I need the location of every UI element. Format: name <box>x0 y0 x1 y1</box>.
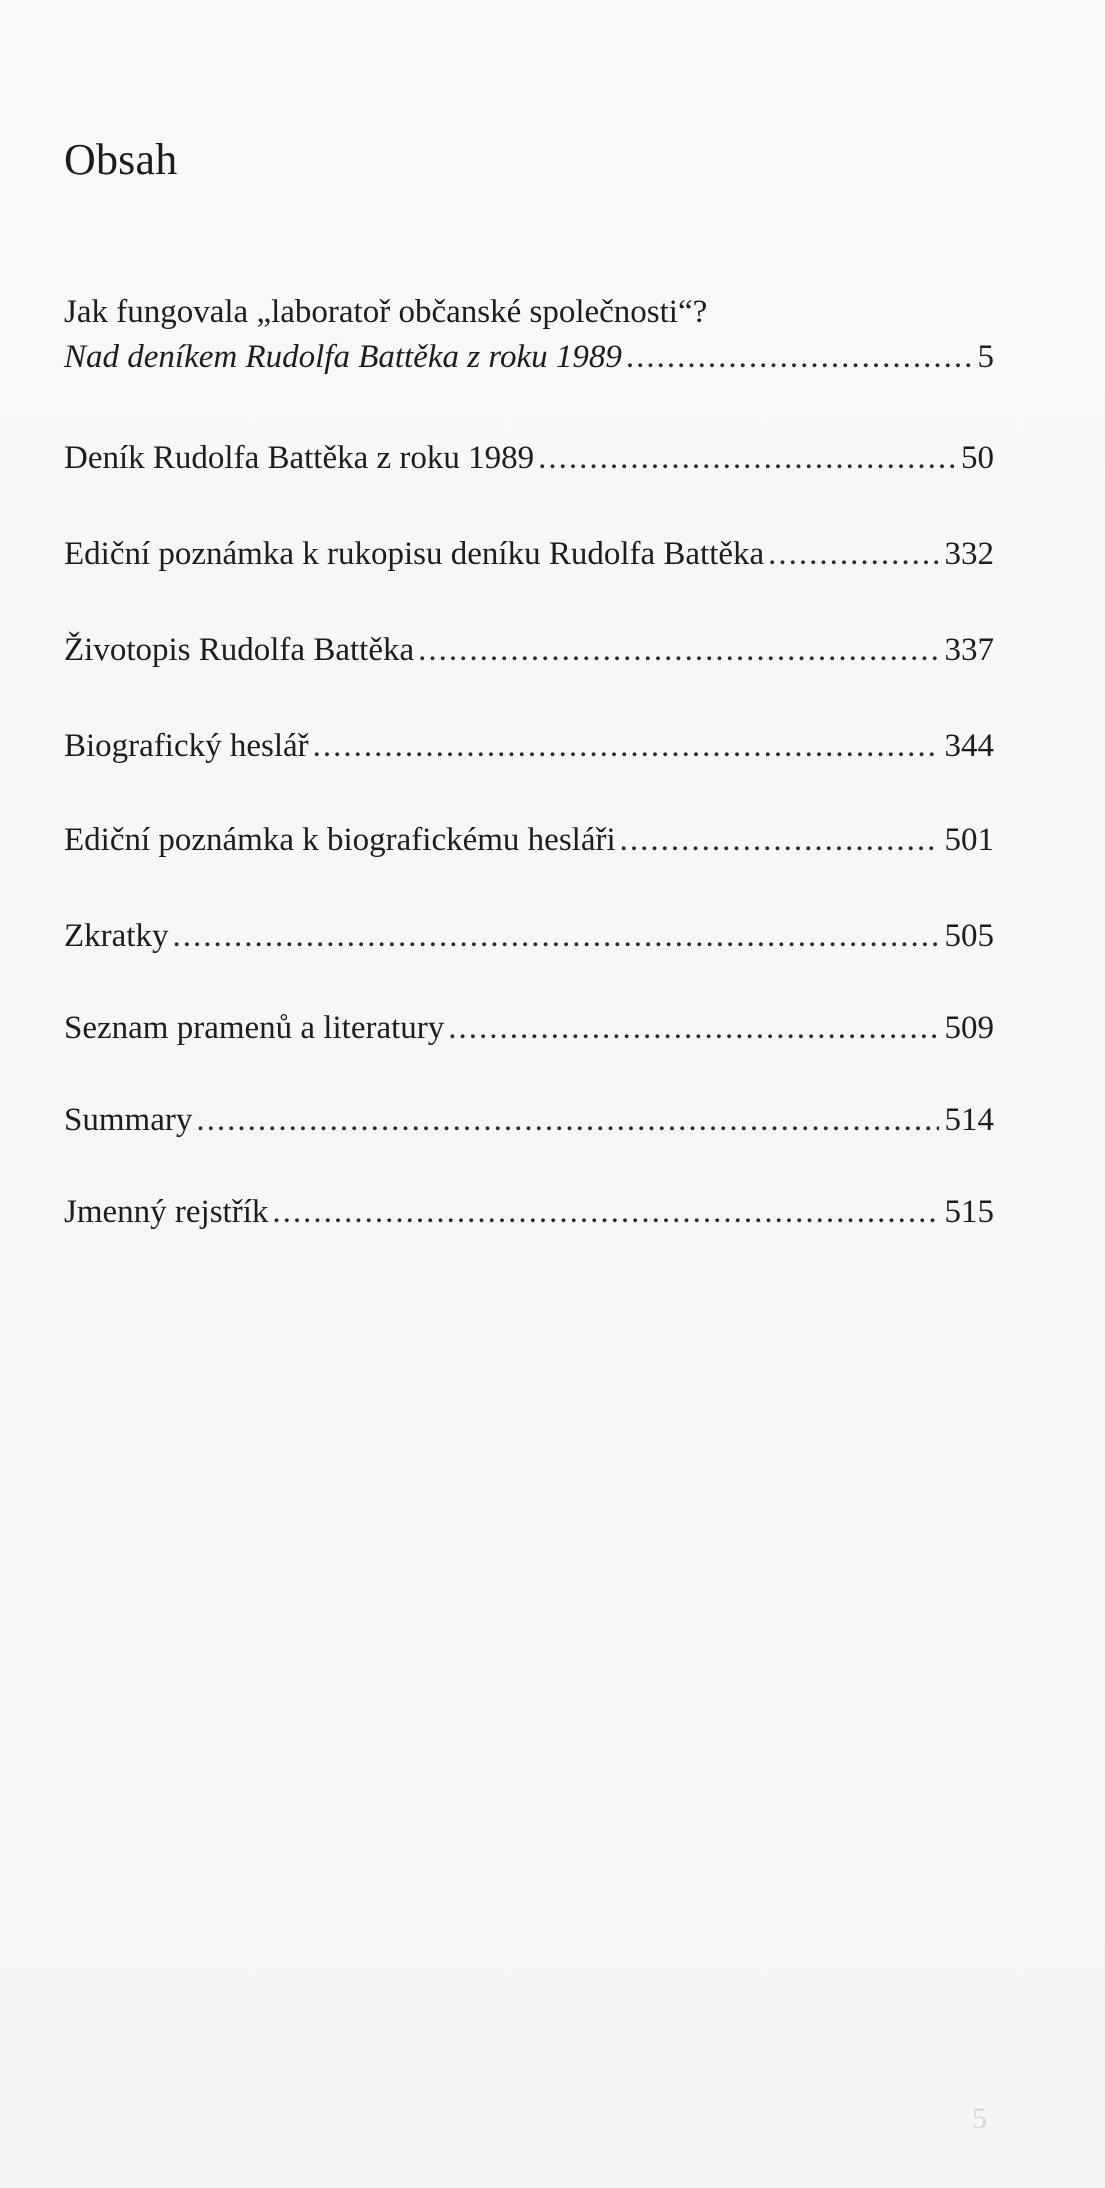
toc-entry-line <box>64 730 994 763</box>
toc-entry-line <box>64 920 994 953</box>
toc-leader-dots <box>768 538 938 571</box>
toc-entry-label: Ediční poznámka k biografickému hesláři <box>64 822 616 858</box>
toc-page-number: 515 <box>944 1194 994 1230</box>
toc-page-number: 501 <box>944 822 994 858</box>
toc-leader-dots <box>620 824 939 857</box>
toc-entry-line <box>64 341 994 374</box>
toc-page-number: 514 <box>944 1102 994 1138</box>
toc-entry <box>64 442 994 475</box>
toc-entry <box>64 634 994 667</box>
toc-leader-dots <box>313 730 939 763</box>
toc-entry-label: Biografický heslář <box>64 728 309 764</box>
toc-page-number: 337 <box>944 632 994 668</box>
toc-entry <box>64 1012 994 1045</box>
toc-entry-line <box>64 634 994 667</box>
toc-page-number: 505 <box>944 918 994 954</box>
toc-entry-label: Seznam pramenů a literatury <box>64 1010 445 1046</box>
toc-page-number: 509 <box>944 1010 994 1046</box>
page-folio: 5 <box>972 2102 987 2135</box>
toc-page-number: 332 <box>944 536 994 572</box>
toc-entry <box>64 1196 994 1229</box>
toc-leader-dots <box>448 1012 938 1045</box>
toc-entry <box>64 920 994 953</box>
toc-entry <box>64 296 994 374</box>
toc-entry-line <box>64 1012 994 1045</box>
toc-entry <box>64 824 994 857</box>
toc-entry-label: Zkratky <box>64 918 169 954</box>
toc-page-number: 5 <box>977 339 994 375</box>
toc-entry-line <box>64 824 994 857</box>
toc-entry <box>64 1104 994 1137</box>
toc-entry <box>64 730 994 763</box>
toc-entry-line <box>64 442 994 475</box>
toc-entry-line <box>64 1104 994 1137</box>
toc-leader-dots <box>538 442 955 475</box>
toc-leader-dots <box>272 1196 938 1229</box>
toc-entry-line <box>64 538 994 571</box>
page-title: Obsah <box>64 135 178 184</box>
toc-leader-dots <box>172 920 938 953</box>
toc-page-number: 50 <box>961 440 994 476</box>
toc-leader-dots <box>196 1104 938 1137</box>
toc-entry-label: Ediční poznámka k rukopisu deníku Rudolfa Battěka <box>64 536 765 572</box>
toc-entry-title: Jak fungovala „laboratoř občanské společnosti“? <box>64 294 708 330</box>
toc-entry-line <box>64 1196 994 1229</box>
toc-entry-subtitle: Nad deníkem Rudolfa Battěka z roku 1989 <box>64 339 622 375</box>
toc-entry <box>64 538 994 571</box>
toc-page-number: 344 <box>944 728 994 764</box>
toc-leader-dots <box>626 341 972 374</box>
toc-entry-label: Summary <box>64 1102 193 1138</box>
toc-leader-dots <box>418 634 938 667</box>
toc-entry-label: Životopis Rudolfa Battěka <box>64 632 415 668</box>
toc-entry-label: Deník Rudolfa Battěka z roku 1989 <box>64 440 535 476</box>
toc-entry-label: Jmenný rejstřík <box>64 1194 269 1230</box>
